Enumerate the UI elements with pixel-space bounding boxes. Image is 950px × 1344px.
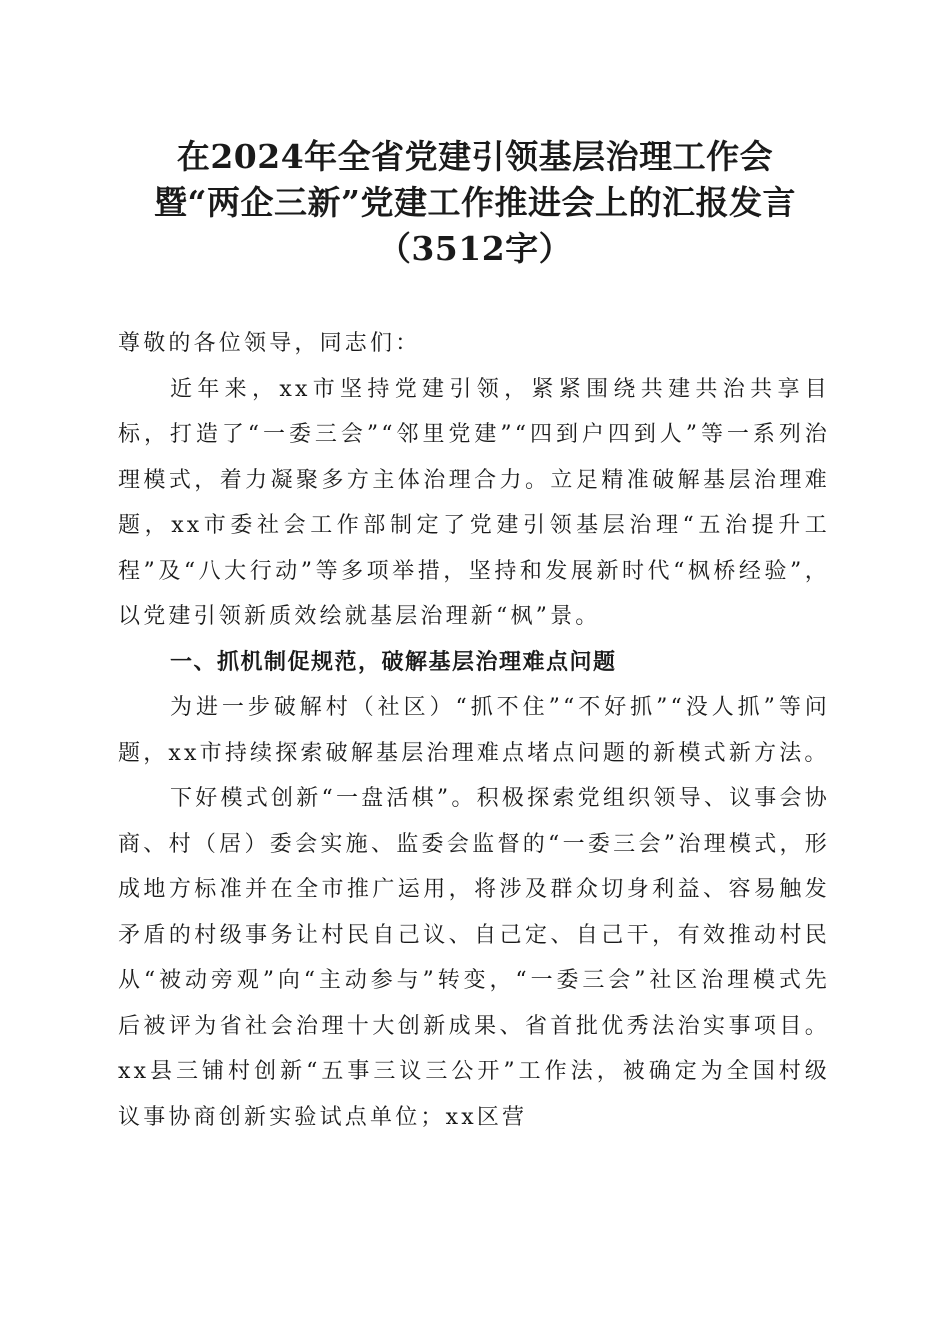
title-word-count: （3512字） [377,229,573,268]
document-body [118,321,830,1140]
greeting: 尊敬的各位领导，同志们： [118,331,421,356]
title-line-2: 暨“两企三新”党建工作推进会上的汇报发言 [154,183,796,222]
section-heading: 一、抓机制促规范，破解基层治理难点问题 [170,649,617,675]
body-paragraph: 为进一步破解村（社区）“抓不住”“不好抓”“没人抓”等问题，xx市持续探索破解基层治理难点堵点问题的新模式新方法。 [118,695,830,766]
intro-paragraph: 近年来，xx市坚持党建引领，紧紧围绕共建共治共享目标，打造了“一委三会”“邻里党建”“四到户四到人”等一系列治理模式，着力凝聚多方主体治理合力。立足精准破解基层治理难题，xx市委社会工作部制定了党建引领基层治理“五治提升工程”及“八大行动”等多项举措，坚持和发展新时代“枫桥经验”，以党建引领新质效绘就基层治理新“枫”景。 [118,376,830,629]
document-title [110,134,840,272]
title-line-1: 在2024年全省党建引领基层治理工作会 [176,137,774,176]
body-paragraph: 下好模式创新“一盘活棋”。积极探索党组织领导、议事会协商、村（居）委会实施、监委会监督的“一委三会”治理模式，形成地方标准并在全市推广运用，将涉及群众切身利益、容易触发矛盾的村级事务让村民自己议、自己定、自己干，有效推动村民从“被动旁观”向“主动参与”转变，“一委三会”社区治理模式先后被评为省社会治理十大创新成果、省首批优秀法治实事项目。xx县三铺村创新“五事三议三公开”工作法，被确定为全国村级议事协商创新实验试点单位；xx区营 [118,786,830,1130]
